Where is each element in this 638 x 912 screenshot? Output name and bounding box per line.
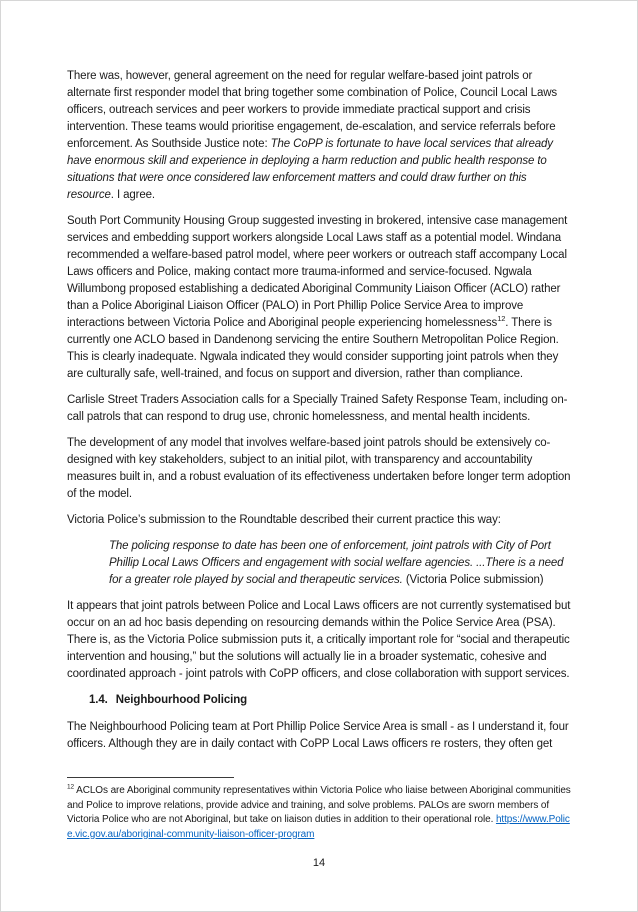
paragraph-text: There was, however, general agreement on the need for regular welfare-based joint patrols or alternate first responder model that bring together some combination of Police, Council Local Laws officers, outreach services and peer workers to provide immediate practical support and crisis intervention. These teams would prioritise engagement, de-escalation, and service referrals before enforcement. As Southside Justice note: (67, 70, 558, 150)
paragraph-welfare-patrols (67, 68, 571, 204)
page-number: 14 (312, 857, 326, 869)
footnote-separator (67, 777, 234, 778)
section-heading-neighbourhood-policing (89, 692, 571, 709)
paragraph-stakeholder-models (67, 213, 571, 383)
paragraph-neighbourhood-policing-team: The Neighbourhood Policing team at Port Phillip Police Service Area is small - as I understand it, four officers. Although they are in daily contact with CoPP Local Laws officers re rosters, they often get (67, 721, 569, 750)
section-title: Neighbourhood Policing (115, 694, 248, 706)
paragraph-carlisle-street: Carlisle Street Traders Association calls for a Specially Trained Safety Response Team, including on-call patrols that can respond to drug use, chronic homelessness, and mental health incidents. (67, 394, 568, 423)
paragraph-victoria-police-intro: Victoria Police’s submission to the Roundtable described their current practice this way: (67, 514, 501, 526)
blockquote-attribution: (Victoria Police submission) (402, 574, 544, 586)
section-number: 1.4. (89, 694, 108, 706)
footnote-marker: 12 (67, 783, 75, 791)
paragraph-text: . There is currently one ACLO based in Dandenong servicing the entire Southern Metropolitan Police Region. This is clearly inadequate. Ngwala indicated they would consider supporting joint patrols when they are culturally safe, well-trained, and focus on support and diversion, rather than compliance. (67, 317, 559, 380)
footnote-reference-12: 12 (497, 314, 506, 324)
paragraph-text: . I agree. (110, 189, 155, 201)
footnote-text: ACLOs are Aboriginal community representatives within Victoria Police who liaise between Aboriginal communities and Police to improve relations, provide advice and training, and solve problems. PALOs are sworn members of Victoria Police who are not Aboriginal, but take on liaison duties in addition to their operational role. (67, 785, 571, 825)
footnote-12 (67, 784, 571, 842)
footnote-hyperlink[interactable]: https://www.Police.vic.gov.au/aboriginal-community-liaison-officer-program (67, 814, 570, 840)
blockquote-victoria-police (109, 538, 571, 589)
paragraph-joint-patrols-conclusion: It appears that joint patrols between Police and Local Laws officers are not currently systematised but occur on an ad hoc basis depending on resourcing demands within the Police Service Area (PSA). There is, as the Victoria Police submission puts it, a critically important role for “social and therapeutic intervention and housing,” but the solutions will actually lie in a broader systematic, cohesive and coordinated approach - joint patrols with CoPP officers, and close collaboration with support services. (67, 600, 571, 680)
blockquote-text: The policing response to date has been one of enforcement, joint patrols with City of Port Phillip Local Laws Officers and engagement with social welfare agencies. ...There is a need for a greater role played by social and therapeutic services. (109, 540, 564, 586)
paragraph-model-development: The development of any model that involves welfare-based joint patrols should be extensively co-designed with key stakeholders, subject to an initial pilot, with transparency and accountability measures built in, and a robust evaluation of its effectiveness undertaken before longer term adoption of the model. (67, 437, 571, 500)
inline-quote-southside-justice: The CoPP is fortunate to have local services that already have enormous skill and experience in deploying a harm reduction and public health response to situations that were once considered law enforcement matters and could draw further on this resource (67, 138, 553, 201)
paragraph-text: South Port Community Housing Group suggested investing in brokered, intensive case management services and embedding support workers alongside Local Laws staff as a potential model. Windana recommended a welfare-based patrol model, where peer workers or outreach staff accompany Local Laws officers and Police, making contact more trauma-informed and service-focused. Ngwala Willumbong proposed establishing a dedicated Aboriginal Community Liaison Officer (ACLO) rather than a Police Aboriginal Liaison Officer (PALO) in Port Phillip Police Service Area to improve interactions between Victoria Police and Aboriginal people experiencing homelessness (67, 215, 568, 329)
footnote-area (67, 777, 571, 842)
